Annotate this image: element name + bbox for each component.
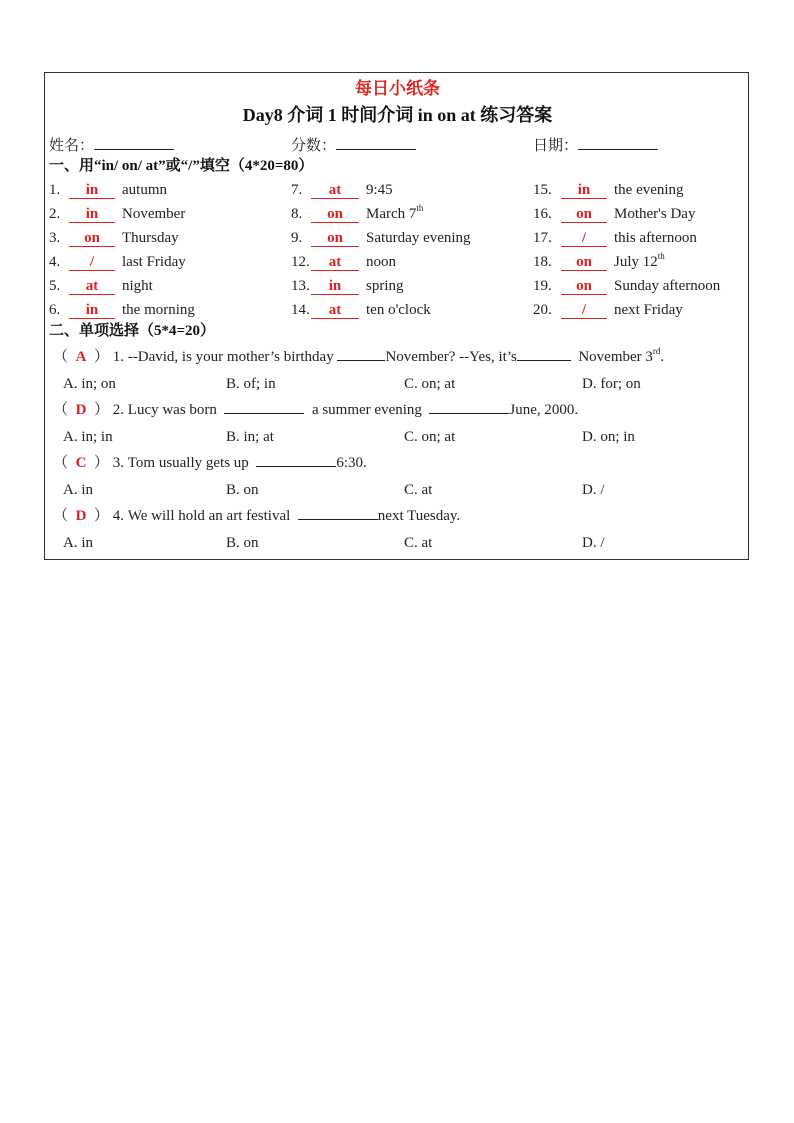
question-2: [53, 401, 578, 419]
answer-fill: in: [69, 206, 115, 223]
question-text: 1. --David, is your mother’s birthday: [112, 349, 334, 365]
answer-fill: on: [561, 206, 607, 223]
item-number: 2.: [49, 206, 61, 222]
q1-option-a[interactable]: A. in; on: [63, 376, 116, 392]
item-text: 9:45: [366, 182, 393, 198]
q1-option-b[interactable]: B. of; in: [226, 376, 276, 392]
paren-close: ）: [94, 508, 110, 524]
answer-letter: D: [75, 402, 87, 418]
question-text-mid: November? --Yes, it’s: [385, 349, 517, 365]
paren-close: ）: [94, 349, 110, 365]
answer-letter: D: [75, 508, 87, 524]
answer-fill: in: [561, 182, 607, 199]
question-text-end: June, 2000.: [509, 402, 579, 418]
item-text: next Friday: [614, 302, 683, 318]
item-number: 19.: [533, 278, 552, 294]
answer-blank: [224, 401, 304, 414]
paren-open: （: [53, 455, 69, 471]
q4-option-c[interactable]: C. at: [404, 535, 433, 551]
item-text: ten o'clock: [366, 302, 431, 318]
item-number: 8.: [291, 206, 303, 222]
answer-blank: [337, 348, 385, 361]
item-text: July 12: [614, 254, 658, 270]
answer-fill: /: [561, 302, 607, 319]
answer-fill: on: [561, 254, 607, 271]
item-number: 13.: [291, 278, 310, 294]
item-text: November: [122, 206, 186, 222]
fill-in-item: [49, 253, 186, 271]
fill-in-item: [49, 277, 153, 295]
date-label: 日期：: [533, 138, 579, 154]
item-number: 15.: [533, 182, 552, 198]
q4-option-a[interactable]: A. in: [63, 535, 93, 551]
score-label: 分数：: [291, 138, 337, 154]
fill-in-item: [291, 229, 471, 247]
item-text: the evening: [614, 182, 684, 198]
item-number: 5.: [49, 278, 61, 294]
q3-option-c[interactable]: C. at: [404, 482, 433, 498]
answer-fill: on: [561, 278, 607, 295]
fill-in-item: [533, 301, 683, 319]
answer-fill: /: [69, 254, 115, 271]
answer-fill: on: [69, 230, 115, 247]
ordinal-suffix: th: [657, 251, 665, 261]
fill-in-item: [291, 253, 396, 271]
paren-open: （: [53, 402, 69, 418]
item-text: Thursday: [122, 230, 179, 246]
answer-fill: at: [311, 182, 359, 199]
item-number: 3.: [49, 230, 61, 246]
item-number: 12.: [291, 254, 310, 270]
answer-blank: [256, 454, 336, 467]
answer-fill: in: [69, 302, 115, 319]
q2-option-d[interactable]: D. on; in: [582, 429, 635, 445]
q4-option-d[interactable]: D. /: [582, 535, 605, 551]
score-blank[interactable]: [336, 135, 416, 150]
fill-in-item: [533, 181, 684, 199]
answer-blank: [517, 348, 571, 361]
paren-open: （: [53, 508, 69, 524]
paren-open: （: [53, 349, 69, 365]
answer-letter: C: [75, 455, 87, 471]
item-number: 9.: [291, 230, 303, 246]
question-text-end: 6:30.: [336, 455, 367, 471]
item-text: autumn: [122, 182, 167, 198]
fill-in-item: [533, 229, 697, 247]
name-label: 姓名：: [49, 138, 95, 154]
item-number: 7.: [291, 182, 303, 198]
q1-option-d[interactable]: D. for; on: [582, 376, 641, 392]
fill-in-item: [533, 205, 695, 223]
q3-option-d[interactable]: D. /: [582, 482, 605, 498]
ordinal-suffix: th: [416, 203, 424, 213]
fill-in-item: [533, 253, 665, 271]
q2-option-a[interactable]: A. in; in: [63, 429, 113, 445]
item-text: Saturday evening: [366, 230, 471, 246]
q2-option-c[interactable]: C. on; at: [404, 429, 456, 445]
item-text: this afternoon: [614, 230, 697, 246]
question-text-end: November 3: [578, 349, 653, 365]
item-text: March 7: [366, 206, 417, 222]
item-text: Mother's Day: [614, 206, 696, 222]
answer-fill: in: [69, 182, 115, 199]
fill-in-item: [291, 181, 393, 199]
item-number: 1.: [49, 182, 61, 198]
item-text: last Friday: [122, 254, 186, 270]
question-text-mid: a summer evening: [311, 402, 422, 418]
fill-in-item: [49, 205, 185, 223]
answer-fill: at: [69, 278, 115, 295]
ordinal-suffix: rd: [652, 346, 661, 356]
paren-close: ）: [94, 455, 110, 471]
question-1: [53, 348, 664, 366]
item-number: 18.: [533, 254, 552, 270]
answer-letter: A: [75, 349, 87, 365]
fill-in-item: [49, 301, 195, 319]
item-text: night: [122, 278, 153, 294]
item-number: 4.: [49, 254, 61, 270]
q3-option-a[interactable]: A. in: [63, 482, 93, 498]
section2-heading: 二、单项选择（5*4=20）: [49, 323, 216, 339]
answer-fill: on: [311, 230, 359, 247]
score-field[interactable]: [291, 135, 416, 155]
fill-in-item: [291, 301, 431, 319]
page-title: Day8 介词 1 时间介词 in on at 练习答案: [242, 105, 553, 125]
item-text: Sunday afternoon: [614, 278, 721, 294]
question-text: 4. We will hold an art festival: [112, 508, 291, 524]
paren-close: ）: [94, 402, 110, 418]
answer-fill: in: [311, 278, 359, 295]
question-3: [53, 454, 367, 472]
worksheet-frame: [44, 72, 749, 560]
answer-blank: [298, 507, 378, 520]
name-field[interactable]: [49, 135, 174, 155]
item-number: 6.: [49, 302, 61, 318]
item-number: 14.: [291, 302, 310, 318]
item-number: 17.: [533, 230, 552, 246]
question-text: 2. Lucy was born: [112, 402, 217, 418]
banner-title: 每日小纸条: [355, 79, 440, 98]
fill-in-item: [291, 205, 423, 223]
answer-fill: at: [311, 254, 359, 271]
answer-blank: [429, 401, 509, 414]
question-text: 3. Tom usually gets up: [112, 455, 249, 471]
date-field[interactable]: [533, 135, 658, 155]
fill-in-item: [291, 277, 404, 295]
item-text: noon: [366, 254, 396, 270]
question-4: [53, 507, 460, 525]
q3-option-b[interactable]: B. on: [226, 482, 259, 498]
item-number: 16.: [533, 206, 552, 222]
question-text-end: next Tuesday.: [377, 508, 461, 524]
date-blank[interactable]: [578, 135, 658, 150]
item-number: 20.: [533, 302, 552, 318]
fill-in-item: [49, 229, 179, 247]
answer-fill: on: [311, 206, 359, 223]
item-text: spring: [366, 278, 404, 294]
q2-option-b[interactable]: B. in; at: [226, 429, 274, 445]
answer-fill: /: [561, 230, 607, 247]
answer-fill: at: [311, 302, 359, 319]
item-text: the morning: [122, 302, 195, 318]
section1-heading: 一、用“in/ on/ at”或“/”填空（4*20=80）: [49, 158, 314, 174]
fill-in-item: [533, 277, 720, 295]
fill-in-item: [49, 181, 167, 199]
q4-option-b[interactable]: B. on: [226, 535, 259, 551]
question-text-tail: .: [660, 349, 665, 365]
name-blank[interactable]: [94, 135, 174, 150]
q1-option-c[interactable]: C. on; at: [404, 376, 456, 392]
